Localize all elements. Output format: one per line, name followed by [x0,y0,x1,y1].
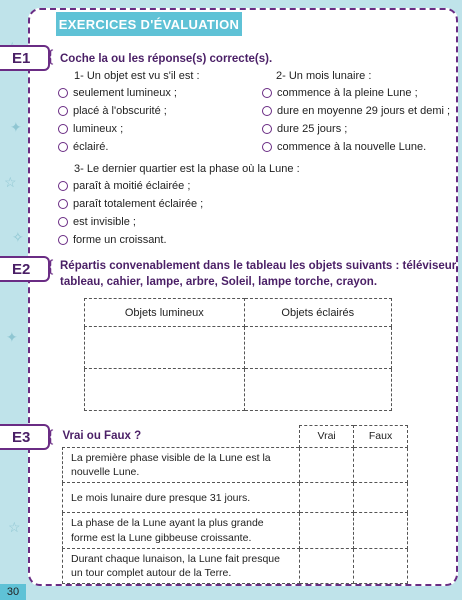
e1-q1-option[interactable]: placé à l'obscurité ; [58,105,167,117]
true-cell[interactable] [300,483,354,513]
radio-circle-icon[interactable] [262,142,272,152]
radio-circle-icon[interactable] [262,88,272,98]
column-true: Vrai [300,426,354,448]
e1-q3-title: 3- Le dernier quartier est la phase où la Lune : [74,163,300,175]
table-cell[interactable] [244,369,391,411]
radio-circle-icon[interactable] [58,88,68,98]
exercise-label-e2: E2 [0,256,50,282]
e1-q1-option[interactable]: éclairé. [58,141,108,153]
table-header-lit: Objets éclairés [244,299,391,327]
e1-q3-option[interactable]: paraît totalement éclairée ; [58,198,203,210]
radio-circle-icon[interactable] [58,199,68,209]
radio-circle-icon[interactable] [58,235,68,245]
e1-q2-option[interactable]: dure 25 jours ; [262,123,347,135]
table-row [63,548,408,583]
star-icon: ☆ [4,174,17,190]
radio-circle-icon[interactable] [262,106,272,116]
statement: Durant chaque lunaison, la Lune fait presque un tour complet autour de la Terre. [63,548,300,583]
table-row [63,483,408,513]
radio-circle-icon[interactable] [58,124,68,134]
e3-instruction: Vrai ou Faux ? [62,429,142,442]
radio-circle-icon[interactable] [58,142,68,152]
e1-q2-option[interactable]: commence à la pleine Lune ; [262,87,418,99]
e1-instruction: Coche la ou les réponse(s) correcte(s). [60,53,273,65]
true-cell[interactable] [300,513,354,548]
column-false: Faux [354,426,408,448]
statement: Le mois lunaire dure presque 31 jours. [63,483,300,513]
e1-q2-title: 2- Un mois lunaire : [276,70,372,82]
false-cell[interactable] [354,483,408,513]
table-cell[interactable] [244,327,391,369]
true-cell[interactable] [300,548,354,583]
exercise-label-e1: E1 [0,45,50,71]
brace-icon: { [48,428,54,445]
section-header: EXERCICES D'ÉVALUATION [56,12,242,36]
radio-circle-icon[interactable] [58,217,68,227]
radio-circle-icon[interactable] [262,124,272,134]
statement: La première phase visible de la Lune est la nouvelle Lune. [63,448,300,483]
e1-q3-option[interactable]: est invisible ; [58,216,136,228]
true-cell[interactable] [300,448,354,483]
e1-q2-option[interactable]: dure en moyenne 29 jours et demi ; [262,105,450,117]
page-number: 30 [0,584,26,600]
brace-icon: { [48,48,54,65]
star-icon: ✦ [10,119,22,135]
star-icon: ☆ [8,519,21,535]
objects-table [84,298,392,411]
exercise-label-e3: E3 [0,424,50,450]
radio-circle-icon[interactable] [58,181,68,191]
true-false-table [62,425,408,584]
table-cell[interactable] [85,327,245,369]
false-cell[interactable] [354,548,408,583]
e1-q1-option[interactable]: lumineux ; [58,123,123,135]
e1-q1-option[interactable]: seulement lumineux ; [58,87,177,99]
e1-q1-title: 1- Un objet est vu s'il est : [74,70,200,82]
star-icon: ✧ [12,229,24,245]
table-header-luminous: Objets lumineux [85,299,245,327]
table-row [63,513,408,548]
e1-q2-option[interactable]: commence à la nouvelle Lune. [262,141,426,153]
radio-circle-icon[interactable] [58,106,68,116]
statement: La phase de la Lune ayant la plus grande forme est la Lune gibbeuse croissante. [63,513,300,548]
e1-q3-option[interactable]: paraît à moitié éclairée ; [58,180,190,192]
table-cell[interactable] [85,369,245,411]
table-row [63,448,408,483]
e1-q3-option[interactable]: forme un croissant. [58,234,167,246]
false-cell[interactable] [354,513,408,548]
false-cell[interactable] [354,448,408,483]
brace-icon: { [48,258,54,275]
e2-instruction: Répartis convenablement dans le tableau les objets suivants : téléviseur, tableau, cahier, lampe, arbre, Soleil, lampe torche, crayon. [60,260,459,289]
star-icon: ✦ [6,329,18,345]
